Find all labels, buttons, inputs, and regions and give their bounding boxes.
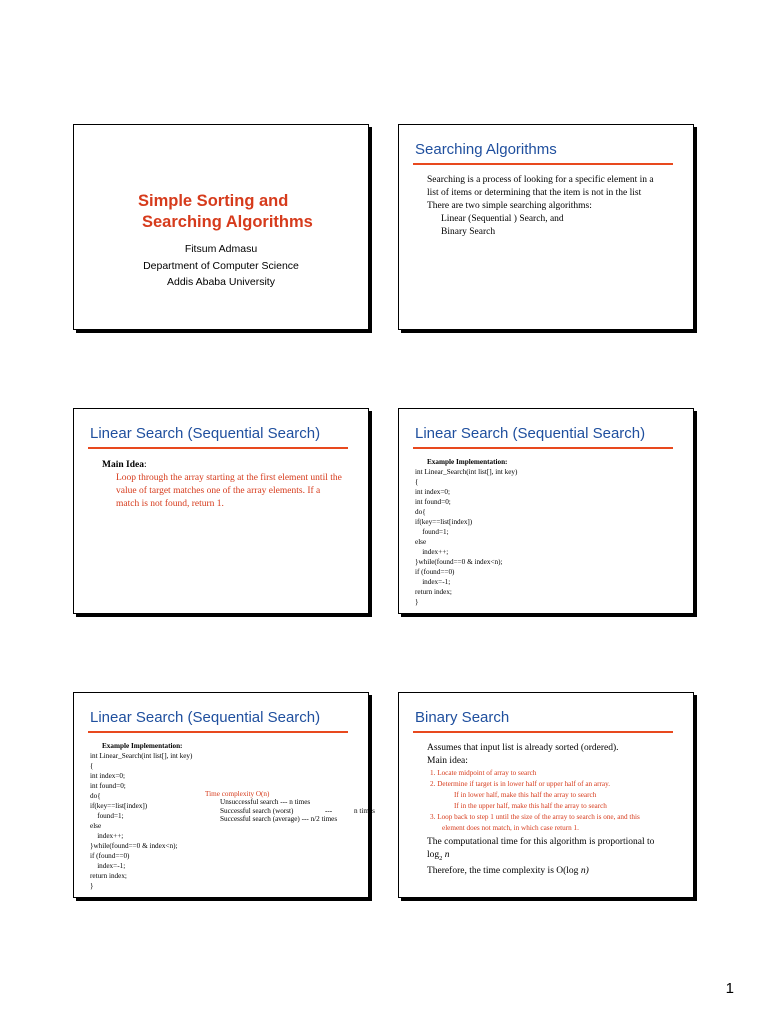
- worst-case-label: Successful search (worst): [220, 806, 294, 815]
- step: 3. Loop back to step 1 until the size of the array to search is one, and this: [430, 813, 640, 821]
- body-line: Main idea:: [427, 756, 468, 766]
- code-line: index++;: [415, 548, 449, 556]
- code-line: index=-1;: [415, 578, 451, 586]
- code-line: int found=0;: [90, 782, 126, 790]
- complexity-var: n): [580, 865, 589, 876]
- author-name: Fitsum Admasu: [184, 243, 258, 255]
- slide-binary-search: [398, 692, 694, 898]
- slide-heading: Linear Search (Sequential Search): [415, 425, 646, 442]
- code-line: do{: [90, 792, 101, 800]
- author-block: [74, 241, 368, 291]
- title-rule: [88, 447, 348, 449]
- slide-title: [73, 124, 369, 330]
- code-heading: Example Implementation:: [102, 742, 183, 750]
- code-line: {: [90, 762, 94, 770]
- step: 2. Determine if target is in lower half or upper half of an array.: [430, 780, 611, 788]
- code-line: do{: [415, 508, 426, 516]
- complexity-title: Time complexity O(n): [205, 790, 270, 798]
- sub-step: If in the upper half, make this half the array to search: [454, 802, 607, 810]
- idea-line: Loop through the array starting at the first element until the: [116, 473, 342, 483]
- slide-body: [427, 742, 691, 878]
- log-base: 2: [439, 854, 443, 862]
- idea-line: match is not found, return 1.: [116, 499, 224, 509]
- title-rule: [413, 731, 673, 733]
- average-case: Successful search (average) --- n/2 times: [220, 815, 338, 823]
- slide-linear-search-complexity: [73, 692, 375, 898]
- code-block: [90, 751, 192, 891]
- worst-case-value: n times: [354, 806, 375, 815]
- slide-body: [102, 459, 364, 511]
- worst-case-row: [220, 806, 375, 816]
- code-line: return index;: [90, 872, 127, 880]
- slide-heading: Searching Algorithms: [415, 141, 557, 158]
- code-line: found=1;: [415, 528, 449, 536]
- page-number: 1: [725, 980, 734, 997]
- code-line: }: [415, 598, 419, 606]
- unsuccessful-search: Unsuccessful search --- n times: [220, 798, 311, 806]
- title-rule: [413, 447, 673, 449]
- title-line-2: Searching Algorithms: [142, 213, 313, 231]
- step: 1. Locate midpoint of array to search: [430, 769, 537, 777]
- slide-linear-search-code: [398, 408, 694, 614]
- body-line: list of items or determining that the item is not in the list: [427, 188, 642, 198]
- slide-title-heading: [138, 191, 313, 233]
- code-line: int index=0;: [415, 488, 450, 496]
- code-line: }while(found==0 & index<n);: [90, 842, 178, 850]
- worst-case-dash: ---: [325, 806, 333, 815]
- department: Department of Computer Science: [143, 259, 299, 272]
- title-line-1: Simple Sorting and: [138, 192, 289, 210]
- body-line: [427, 865, 691, 878]
- code-line: if (found==0): [415, 568, 455, 576]
- code-line: found=1;: [90, 812, 124, 820]
- body-line: Assumes that input list is already sorted (ordered).: [427, 743, 619, 753]
- code-line: {: [415, 478, 419, 486]
- log-variable: n: [444, 850, 450, 860]
- log-text: log: [427, 850, 440, 860]
- code-line: if (found==0): [90, 852, 130, 860]
- code-line: else: [90, 822, 102, 830]
- code-line: }while(found==0 & index<n);: [415, 558, 503, 566]
- code-line: }: [90, 882, 94, 890]
- code-line: int Linear_Search(int list[], int key): [90, 752, 193, 760]
- complexity-text: Therefore, the time complexity is O(log: [427, 865, 581, 876]
- code-line: index++;: [90, 832, 124, 840]
- title-rule: [88, 731, 348, 733]
- code-line: if(key==list[index]): [415, 518, 473, 526]
- main-idea-text: [102, 472, 364, 511]
- title-rule: [413, 163, 673, 165]
- body-line: There are two simple searching algorithms:: [427, 201, 592, 211]
- list-item: Linear (Sequential ) Search, and: [441, 214, 564, 224]
- sub-step: If in lower half, make this half the array to search: [454, 791, 597, 799]
- list-item: Binary Search: [441, 227, 496, 237]
- slide-heading: Linear Search (Sequential Search): [90, 425, 321, 442]
- code-line: int found=0;: [415, 498, 451, 506]
- slide-heading: Linear Search (Sequential Search): [90, 709, 321, 726]
- university: Addis Ababa University: [167, 276, 275, 288]
- colon: :: [143, 460, 147, 470]
- slide-searching-algorithms: [398, 124, 694, 330]
- slide-body: [427, 174, 687, 239]
- main-idea-label: [102, 459, 364, 472]
- code-line: return index;: [415, 588, 452, 596]
- slide-linear-search-idea: [73, 408, 369, 614]
- code-line: int Linear_Search(int list[], int key): [415, 468, 518, 476]
- code-line: if(key==list[index]): [90, 802, 148, 810]
- slide-heading: Binary Search: [415, 709, 510, 726]
- step-continued: element does not match, in which case return 1.: [442, 824, 579, 832]
- body-line: The computational time for this algorithm is proportional to: [427, 837, 655, 847]
- code-block: [415, 467, 517, 607]
- steps: [427, 768, 691, 834]
- complexity-block: [220, 798, 375, 824]
- code-line: index=-1;: [90, 862, 126, 870]
- idea-line: value of target matches one of the array elements. If a: [116, 486, 321, 496]
- code-line: else: [415, 538, 427, 546]
- log-expression: [427, 849, 691, 865]
- main-idea-label-text: Main Idea: [102, 460, 144, 470]
- code-line: int index=0;: [90, 772, 125, 780]
- body-line: Searching is a process of looking for a specific element in a: [427, 175, 654, 185]
- code-heading: Example Implementation:: [427, 458, 508, 466]
